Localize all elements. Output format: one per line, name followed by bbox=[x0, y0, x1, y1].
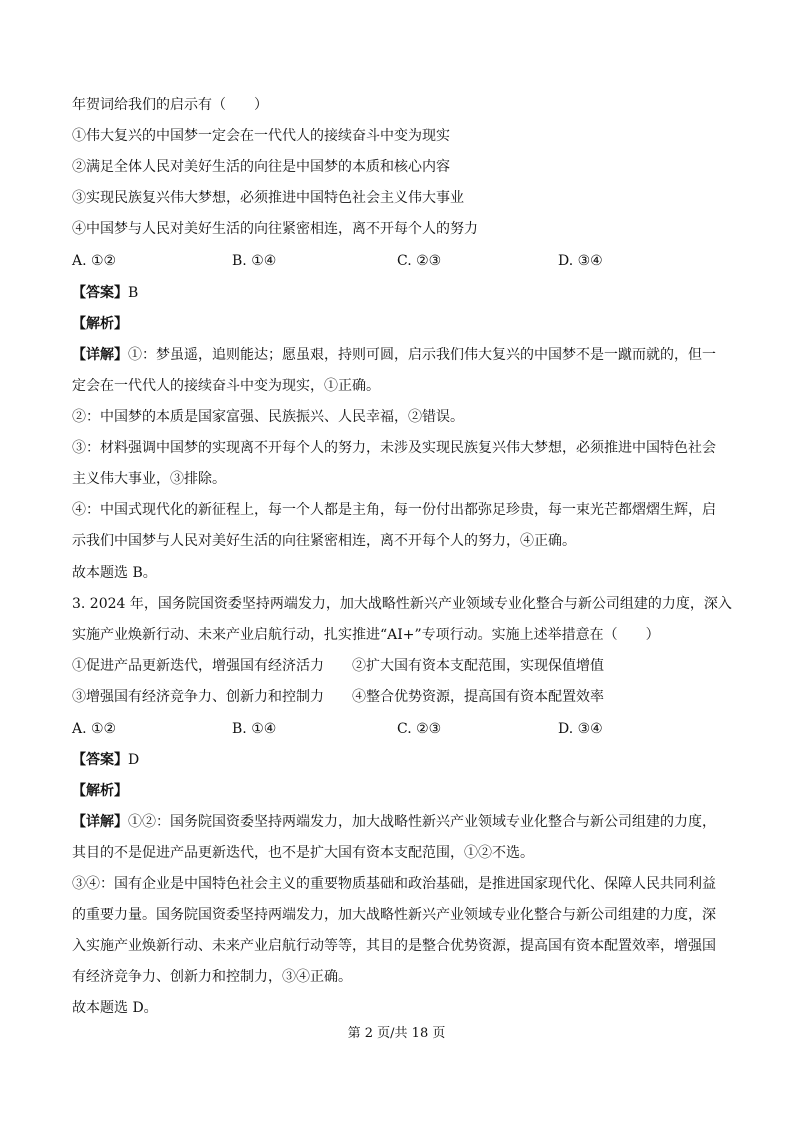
q2-statement-3: ③实现民族复兴伟大梦想，必须推进中国特色社会主义伟大事业 bbox=[72, 190, 464, 206]
q3-detail-line-5: 入实施产业焕新行动、未来产业启航行动等等，其目的是整合优势资源，提高国有资本配置效率，增强国 bbox=[72, 938, 716, 954]
q3-option-b: B. ①④ bbox=[232, 721, 277, 737]
q3-option-d: D. ③④ bbox=[558, 721, 603, 737]
q2-option-c: C. ②③ bbox=[397, 253, 442, 269]
q2-option-a: A. ①② bbox=[72, 253, 117, 269]
detail-label: 【详解】 bbox=[72, 347, 128, 363]
q3-analysis bbox=[72, 781, 732, 801]
q3-option-c: C. ②③ bbox=[397, 721, 442, 737]
analysis-label: 【解析】 bbox=[72, 316, 128, 332]
q3-statements-row-2 bbox=[72, 687, 732, 707]
q3-statement-4: ④整合优势资源，提高国有资本配置效率 bbox=[352, 689, 604, 705]
q2-option-b: B. ①④ bbox=[232, 253, 277, 269]
q2-statement-1: ①伟大复兴的中国梦一定会在一代代人的接续奋斗中变为现实 bbox=[72, 128, 450, 144]
q2-statement-2: ②满足全体人民对美好生活的向往是中国梦的本质和核心内容 bbox=[72, 159, 450, 175]
q2-statement-4: ④中国梦与人民对美好生活的向往紧密相连，离不开每个人的努力 bbox=[72, 221, 478, 237]
q2-conclusion: 故本题选 B。 bbox=[72, 565, 157, 581]
q2-option-d: D. ③④ bbox=[558, 253, 603, 269]
q3-options bbox=[72, 719, 732, 739]
analysis-label: 【解析】 bbox=[72, 783, 128, 799]
q2-detail-line-7: 示我们中国梦与人民对美好生活的向往紧密相连，离不开每个人的努力，④正确。 bbox=[72, 533, 576, 549]
q2-analysis bbox=[72, 314, 732, 334]
q3-answer bbox=[72, 750, 732, 770]
q3-statements-row-1 bbox=[72, 656, 732, 676]
q3-stem-line-1: 3. 2024 年，国务院国资委坚持两端发力，加大战略性新兴产业领域专业化整合与新公司组建的力度，深入 bbox=[72, 596, 732, 612]
q3-detail-line-3: ③④：国有企业是中国特色社会主义的重要物质基础和政治基础，是推进国家现代化、保障人民共同利益 bbox=[72, 876, 716, 892]
q3-detail-line-4: 的重要力量。国务院国资委坚持两端发力，加大战略性新兴产业领域专业化整合与新公司组建的力度，深 bbox=[72, 907, 716, 923]
answer-label: 【答案】 bbox=[72, 752, 128, 768]
answer-label: 【答案】 bbox=[72, 285, 128, 301]
q2-stem: 年贺词给我们的启示有（ ） bbox=[72, 97, 268, 113]
q2-detail-line-2: 定会在一代代人的接续奋斗中变为现实，①正确。 bbox=[72, 378, 380, 394]
q2-detail-line-5: 主义伟大事业，③排除。 bbox=[72, 471, 226, 487]
detail-label: 【详解】 bbox=[72, 814, 128, 830]
q2-options bbox=[72, 251, 732, 271]
answer-value: D bbox=[128, 752, 140, 768]
q3-detail-line-1: 【详解】①②：国务院国资委坚持两端发力，加大战略性新兴产业领域专业化整合与新公司组建的力度， bbox=[72, 814, 716, 830]
q2-detail-line-3: ②：中国梦的本质是国家富强、民族振兴、人民幸福，②错误。 bbox=[72, 409, 464, 425]
q3-detail-line-2: 其目的不是促进产品更新迭代，也不是扩大国有资本支配范围，①②不选。 bbox=[72, 845, 534, 861]
q2-detail-line-1: 【详解】①：梦虽遥，追则能达；愿虽艰，持则可圆，启示我们伟大复兴的中国梦不是一蹴而就的，但一 bbox=[72, 347, 716, 363]
page-number: 第 2 页/共 18 页 bbox=[347, 1026, 446, 1041]
answer-value: B bbox=[128, 285, 139, 301]
q2-answer bbox=[72, 283, 732, 303]
q3-conclusion: 故本题选 D。 bbox=[72, 1000, 158, 1016]
q3-statement-2: ②扩大国有资本支配范围，实现保值增值 bbox=[352, 658, 604, 674]
q3-statement-1: ①促进产品更新迭代，增强国有经济活力 bbox=[72, 658, 324, 674]
q3-stem-line-2: 实施产业焕新行动、未来产业启航行动，扎实推进“AI+”专项行动。实施上述举措意在（ ） bbox=[72, 627, 660, 643]
q2-detail-line-4: ③：材料强调中国梦的实现离不开每个人的努力，未涉及实现民族复兴伟大梦想，必须推进中国特色社会 bbox=[72, 440, 716, 456]
q2-detail-line-6: ④：中国式现代化的新征程上，每一个人都是主角，每一份付出都弥足珍贵，每一束光芒都熠熠生辉，启 bbox=[72, 502, 716, 518]
q3-option-a: A. ①② bbox=[72, 721, 117, 737]
q3-statement-3: ③增强国有经济竞争力、创新力和控制力 bbox=[72, 689, 324, 705]
q3-detail-line-6: 有经济竞争力、创新力和控制力，③④正确。 bbox=[72, 969, 352, 985]
